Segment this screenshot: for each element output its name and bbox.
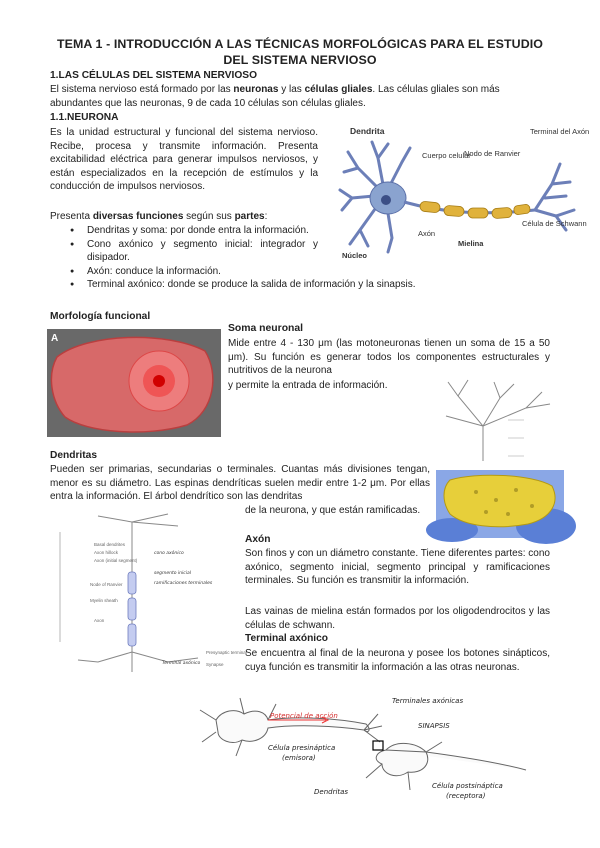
figure-letter: A — [51, 333, 59, 344]
soma-paragraph: Mide entre 4 - 130 μm (las motoneuronas tienen un soma de 15 a 50 μm). Su función es generar todos los componentes estructurales y nutritivos de la neurona — [228, 338, 550, 377]
label-schwann: Célula de Schwann — [522, 219, 587, 228]
synapse-diagram — [196, 690, 546, 810]
list-item: ● Axón: conduce la información. — [50, 265, 318, 279]
page-title: TEMA 1 - INTRODUCCIÓN A LAS TÉCNICAS MORFOLÓGICAS PARA EL ESTUDIO DEL SISTEMA NERVIOSO — [56, 37, 544, 67]
axon-diagram — [58, 512, 247, 682]
svg-text:Presynaptic terminal: Presynaptic terminal — [206, 650, 247, 655]
label-postsinaptica: Célula postsináptica — [432, 782, 503, 790]
label-receptora: (receptora) — [446, 792, 486, 800]
section-heading-1: 1.LAS CÉLULAS DEL SISTEMA NERVIOSO — [50, 70, 257, 81]
label-cuerpo: Cuerpo celular — [422, 151, 471, 160]
section-1-paragraph: El sistema nervioso está formado por las neuronas y las células gliales. Las células gliales son más abundantes que las neuronas, 9 de cada 10 células son células gliales. — [50, 84, 500, 109]
label-dendritas: Dendritas — [314, 788, 349, 796]
label-terminal: Terminal del Axón — [530, 127, 590, 136]
svg-text:Node of Ranvier: Node of Ranvier — [90, 582, 123, 587]
dendritic-tree-diagram — [438, 376, 563, 464]
soma-paragraph-2: y permite la entrada de información. — [228, 380, 388, 391]
label-mielina: Mielina — [458, 239, 484, 248]
svg-text:Basal dendrites: Basal dendrites — [94, 542, 126, 547]
svg-text:Synapse: Synapse — [206, 662, 224, 667]
morfologia-heading: Morfología funcional — [50, 311, 151, 322]
dendritas-heading: Dendritas — [50, 450, 97, 461]
neurona-paragraph: Es la unidad estructural y funcional del sistema nervioso. Recibe, procesa y transmite información. Presenta excitabilidad eléctrica para generar impulsos nerviosos, y están especializados en la recepción de estímulos y la conducción de impulsos nerviosos. — [50, 127, 318, 193]
svg-text:Axon hillock: Axon hillock — [94, 550, 119, 555]
label-terminales: Terminales axónicas — [392, 697, 464, 705]
terminal-heading: Terminal axónico — [245, 633, 329, 644]
neuron-diagram — [330, 120, 590, 270]
axon-heading: Axón — [245, 534, 271, 545]
terminal-paragraph: Se encuentra al final de la neurona y posee los botones sinápticos, cuya función es transmitir la información a las otras neuronas. — [245, 648, 550, 673]
svg-text:Axon: Axon — [94, 618, 105, 623]
axon-paragraph-2: Las vainas de mielina están formados por los oligodendrocitos y las células de schwann. — [245, 606, 550, 631]
list-item: ● Cono axónico y segmento inicial: integrador y disipador. — [50, 238, 318, 265]
svg-text:Myelin sheath: Myelin sheath — [90, 598, 118, 603]
label-potencial: Potencial de acción — [270, 712, 338, 720]
label-sinapsis: SINAPSIS — [418, 722, 450, 730]
section-heading-1-1: 1.1.NEURONA — [50, 112, 119, 123]
axon-paragraph: Son finos y con un diámetro constante. Tiene diferentes partes: cono axónico, segmento inicial, segmento principal y ramificaciones terminales. Su función es transmitir la información. — [245, 548, 550, 587]
svg-text:cono axónico: cono axónico — [154, 551, 184, 556]
dendritas-paragraph: Pueden ser primarias, secundarias o terminales. Cuantas más divisiones tengan, menor es su diámetro. Las espinas dendríticas suelen medir entre 1-2 μm. Por ellas entra la información. El árbol dendrítico son las dendritas — [50, 464, 430, 503]
svg-text:ramificaciones terminales: ramificaciones terminales — [154, 581, 213, 586]
label-nucleo: Núcleo — [342, 251, 368, 260]
list-item: ● Dendritas y soma: por donde entra la información. — [50, 224, 318, 238]
svg-text:Terminal axónico: Terminal axónico — [162, 661, 201, 666]
label-dendrita: Dendrita — [350, 126, 385, 136]
label-axon: Axón — [418, 229, 436, 238]
dendrite-micrograph — [436, 470, 564, 538]
label-presinaptica: Célula presináptica — [268, 744, 336, 752]
dendritas-paragraph-2: de la neurona, y que están ramificadas. — [245, 505, 421, 516]
funciones-intro: Presenta diversas funciones según sus partes: — [50, 211, 268, 222]
svg-text:Axon (initial segment): Axon (initial segment) — [94, 558, 138, 563]
label-nodo: Nodo de Ranvier — [464, 149, 521, 158]
svg-text:segmento inicial: segmento inicial — [154, 571, 192, 576]
list-item: ● Terminal axónico: donde se produce la salida de información y la sinapsis. — [50, 278, 537, 292]
label-emisora: (emisora) — [282, 754, 316, 762]
soma-micrograph — [47, 329, 221, 437]
soma-heading: Soma neuronal — [228, 323, 304, 334]
